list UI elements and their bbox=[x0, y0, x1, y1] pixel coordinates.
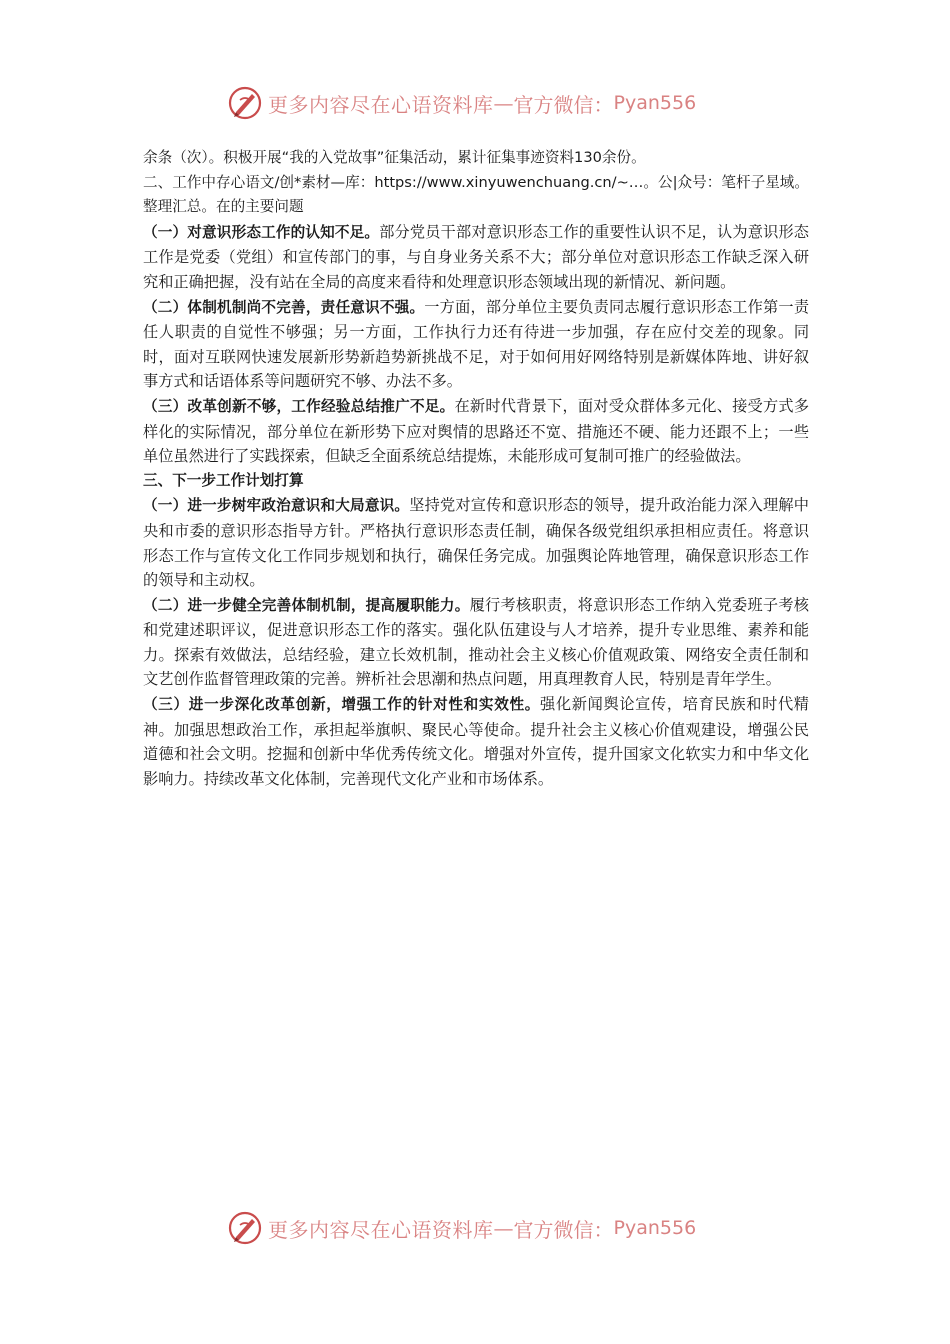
paragraph bbox=[143, 220, 809, 295]
paragraph-text: 余条（次）。积极开展“我的入党故事”征集活动，累计征集事迹资料130余份。 bbox=[143, 149, 646, 166]
paragraph-text: 强化新闻舆论宣传，培育民族和时代精神。加强思想政治工作，承担起举旗帜、聚民心等使命。提升社会主义核心价值观建设，增强公民道德和社会文明。挖掘和创新中华优秀传统文化。增强对外宣传，提升国家文化软实力和中华文化影响力。持续改革文化体制，完善现代文化产业和市场体系。 bbox=[143, 695, 809, 788]
watermark-text: 更多内容尽在心语资料库 bbox=[268, 92, 494, 117]
paragraph-lead: （一）进一步树牢政治意识和大局意识。 bbox=[143, 497, 410, 515]
paragraph bbox=[143, 146, 809, 171]
watermark-wechat-id: Pyan556 bbox=[613, 92, 697, 114]
paragraph-text: 履行考核职责，将意识形态工作纳入党委班子考核和党建述职评议，促进意识形态工作的落实。强化队伍建设与人才培养，提升专业思维、素养和能力。探索有效做法，总结经验，建立长效机制，推动社会主义核心价值观政策、网络安全责任制和文艺创作监督管理政策的完善。辨析社会思潮和热点问题，用真理教育人民，特别是青年学生。 bbox=[143, 595, 809, 689]
watermark-text: 更多内容尽在心语资料库 bbox=[268, 1217, 494, 1242]
paragraph bbox=[143, 295, 809, 394]
paragraph bbox=[143, 692, 809, 791]
paragraph-text: 部分党员干部对意识形态工作的重要性认识不足，认为意识形态工作是党委（党组）和宣传部门的事，与自身业务关系不大；部分单位对意识形态工作缺乏深入研究和正确把握，没有站在全局的高度来看待和处理意识形态领域出现的新情况、新问题。 bbox=[143, 222, 809, 291]
paragraph-text: 二、工作中存心语文/创*素材—库：https://www.xinyuwenchuang.cn/~…。公|众号：笔杆子星域。整理汇总。在的主要问题 bbox=[143, 173, 809, 216]
watermark-separator: — bbox=[493, 91, 514, 115]
paragraph-text: 一方面，部分单位主要负责同志履行意识形态工作第一责任人职责的自觉性不够强；另一方面，工作执行力还有待进一步加强，存在应付交差的现象。同时，面对互联网快速发展新形势新趋势新挑战不足，对于如何用好网络特别是新媒体阵地、讲好叙事方式和话语体系等问题研究不够、办法不多。 bbox=[143, 297, 810, 391]
paragraph-lead: （二）体制机制尚不完善，责任意识不强。 bbox=[143, 298, 425, 316]
header-watermark bbox=[228, 85, 696, 121]
paragraph bbox=[143, 394, 809, 469]
section-heading bbox=[143, 469, 809, 494]
section-heading bbox=[143, 171, 809, 220]
paragraph bbox=[143, 593, 809, 692]
paragraph-lead: （二）进一步健全完善体制机制，提高履职能力。 bbox=[143, 596, 470, 614]
footer-watermark bbox=[228, 1210, 696, 1246]
paragraph-lead: 三、下一步工作计划打算 bbox=[143, 471, 304, 489]
document-body bbox=[143, 146, 809, 791]
watermark-brand: 官方微信： bbox=[513, 1217, 614, 1242]
paragraph-text: 在新时代背景下，面对受众群体多元化、接受方式多样化的实际情况，部分单位在新形势下应对舆情的思路还不宽、措施还不硬、能力还跟不上；一些单位虽然进行了实践探索，但缺乏全面系统总结提炼，未能形成可复制可推广的经验做法。 bbox=[143, 396, 810, 466]
paragraph-lead: （三）改革创新不够，工作经验总结推广不足。 bbox=[143, 397, 455, 415]
pen-logo-icon bbox=[228, 86, 262, 120]
paragraph-lead: （三）进一步深化改革创新，增强工作的针对性和实效性。 bbox=[143, 696, 540, 714]
watermark-separator: — bbox=[493, 1216, 514, 1240]
watermark-brand: 官方微信： bbox=[513, 92, 614, 117]
pen-logo-icon bbox=[228, 1211, 262, 1245]
paragraph-lead: （一）对意识形态工作的认知不足。 bbox=[143, 223, 380, 241]
paragraph bbox=[143, 493, 809, 592]
paragraph-text: 坚持党对宣传和意识形态的领导，提升政治能力深入理解中央和市委的意识形态指导方针。严格执行意识形态责任制，确保各级党组织承担相应责任。将意识形态工作与宣传文化工作同步规划和执行，确保任务完成。加强舆论阵地管理，确保意识形态工作的领导和主动权。 bbox=[143, 496, 809, 590]
watermark-wechat-id: Pyan556 bbox=[613, 1217, 697, 1239]
